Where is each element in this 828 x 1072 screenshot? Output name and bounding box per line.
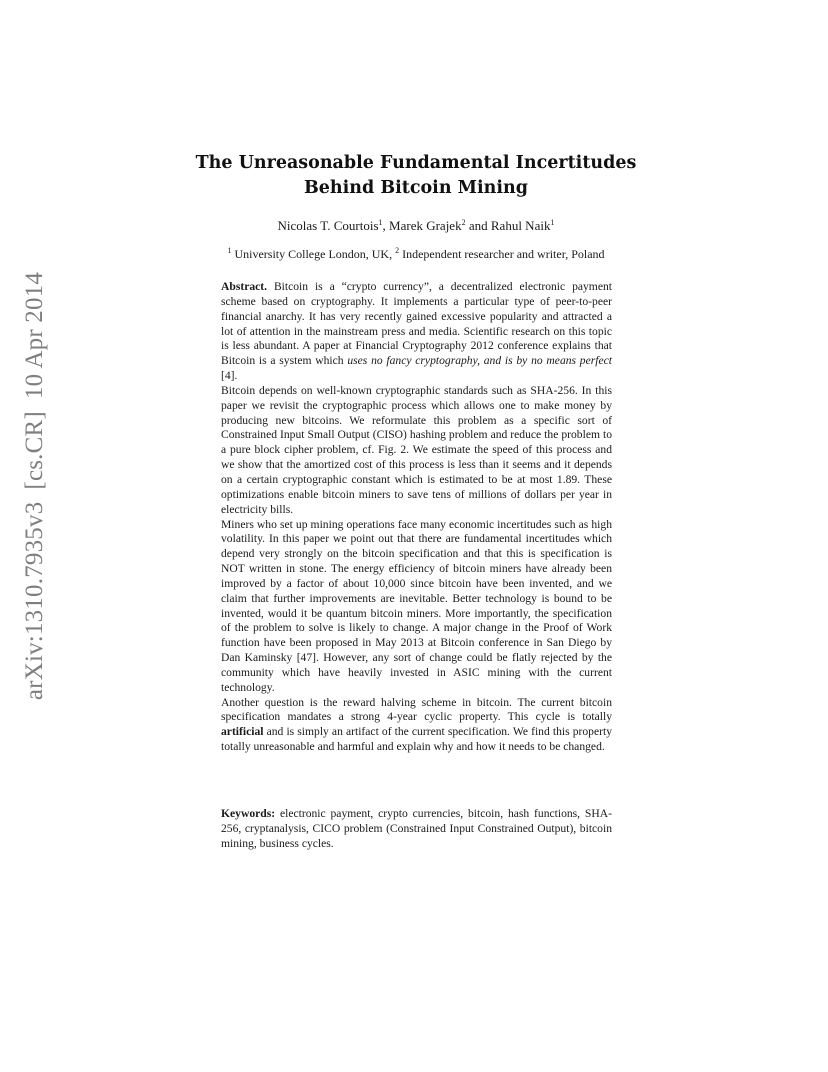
affiliation-text: Independent researcher and writer, Poland [402, 247, 605, 261]
abstract-text: Bitcoin is a “crypto currency”, a decentralized electronic payment scheme based on cryptography. It implements a particular type of peer-to-peer financial anarchy. It has very recently gained excessive popularity and attracted a lot of attention in the mainstream press and media. Scientific research on this topic is less abundant. A paper at Financial Cryptography 2012 conference explains that Bitcoin is a system which [221, 280, 612, 368]
affiliations [160, 246, 672, 262]
title-line-1: The Unreasonable Fundamental Incertitudes [195, 153, 637, 173]
arxiv-category: [cs.CR] [21, 411, 48, 490]
author-mark: 2 [461, 218, 466, 227]
author-name: Rahul Naik [490, 218, 551, 233]
abstract-paragraph: Miners who set up mining operations face many economic incertitudes such as high volatility. In this paper we point out that there are fundamental incertitudes which depend very strongly on the bitcoin specification and that this is specification is NOT written in stone. The energy efficiency of bitcoin miners have already been improved by a factor of about 10,000 since bitcoin have been invented, and we claim that further improvements are inevitable. Better technology is bound to be invented, would it be quantum bitcoin miners. More importantly, the specification of the problem to solve is likely to change. A major change in the Proof of Work function have been proposed in May 2013 at Bitcoin conference in San Diego by Dan Kaminsky [47]. However, any sort of change could be flatly rejected by the community which have heavily invested in ASIC mining with the current technology. [221, 517, 612, 694]
abstract-text: and is simply an artifact of the current specification. We find this property totally unreasonable and harmful and explain why and how it needs to be changed. [221, 725, 612, 754]
title-line-2: Behind Bitcoin Mining [303, 178, 528, 198]
abstract-text: Another question is the reward halving scheme in bitcoin. The current bitcoin specification mandates a strong 4-year cyclic property. This cycle is totally [221, 695, 612, 724]
abstract [221, 280, 612, 755]
author-separator: and [465, 218, 491, 233]
abstract-paragraph [221, 280, 612, 384]
abstract-italic-quote: uses no fancy cryptography, and is by no means perfect [347, 354, 612, 368]
author-name: Marek Grajek [389, 218, 462, 233]
abstract-label: Abstract. [221, 280, 268, 293]
affiliation-mark: 2 [395, 246, 400, 255]
author-list [160, 217, 672, 235]
abstract-paragraph [221, 696, 612, 755]
author-separator: , [382, 218, 390, 233]
keywords-label: Keywords: [221, 807, 276, 820]
affiliation-mark: 1 [227, 246, 232, 255]
abstract-bold-word: artificial [221, 725, 264, 739]
arxiv-date: 10 Apr 2014 [21, 271, 48, 400]
author-name: Nicolas T. Courtois [277, 218, 379, 233]
paper-title [160, 151, 672, 201]
affiliation-text: University College London, UK, [234, 247, 393, 261]
keywords-text: electronic payment, crypto currencies, bitcoin, hash functions, SHA-256, cryptanalysis, CICO problem (Constrained Input Constrained Output), bitcoin mining, business cycles. [221, 807, 612, 850]
arxiv-id: arXiv:1310.7935v3 [21, 501, 48, 701]
author-mark: 1 [378, 218, 383, 227]
abstract-paragraph: Bitcoin depends on well-known cryptographic standards such as SHA-256. In this paper we revisit the cryptographic process which allows one to make money by producing new bitcoins. We reformulate this problem as a specific sort of Constrained Input Small Output (CISO) hashing problem and reduce the problem to a pure block cipher problem, cf. Fig. 2. We estimate the speed of this process and we show that the amortized cost of this process is less than it seems and it depends on a certain cryptographic constant which is estimated to be at most 1.89. These optimizations enable bitcoin miners to save tens of millions of dollars per year in electricity bills. [221, 383, 612, 516]
author-mark: 1 [550, 218, 555, 227]
citation: [4]. [221, 369, 238, 383]
arxiv-stamp [21, 260, 49, 700]
keywords [221, 807, 612, 852]
